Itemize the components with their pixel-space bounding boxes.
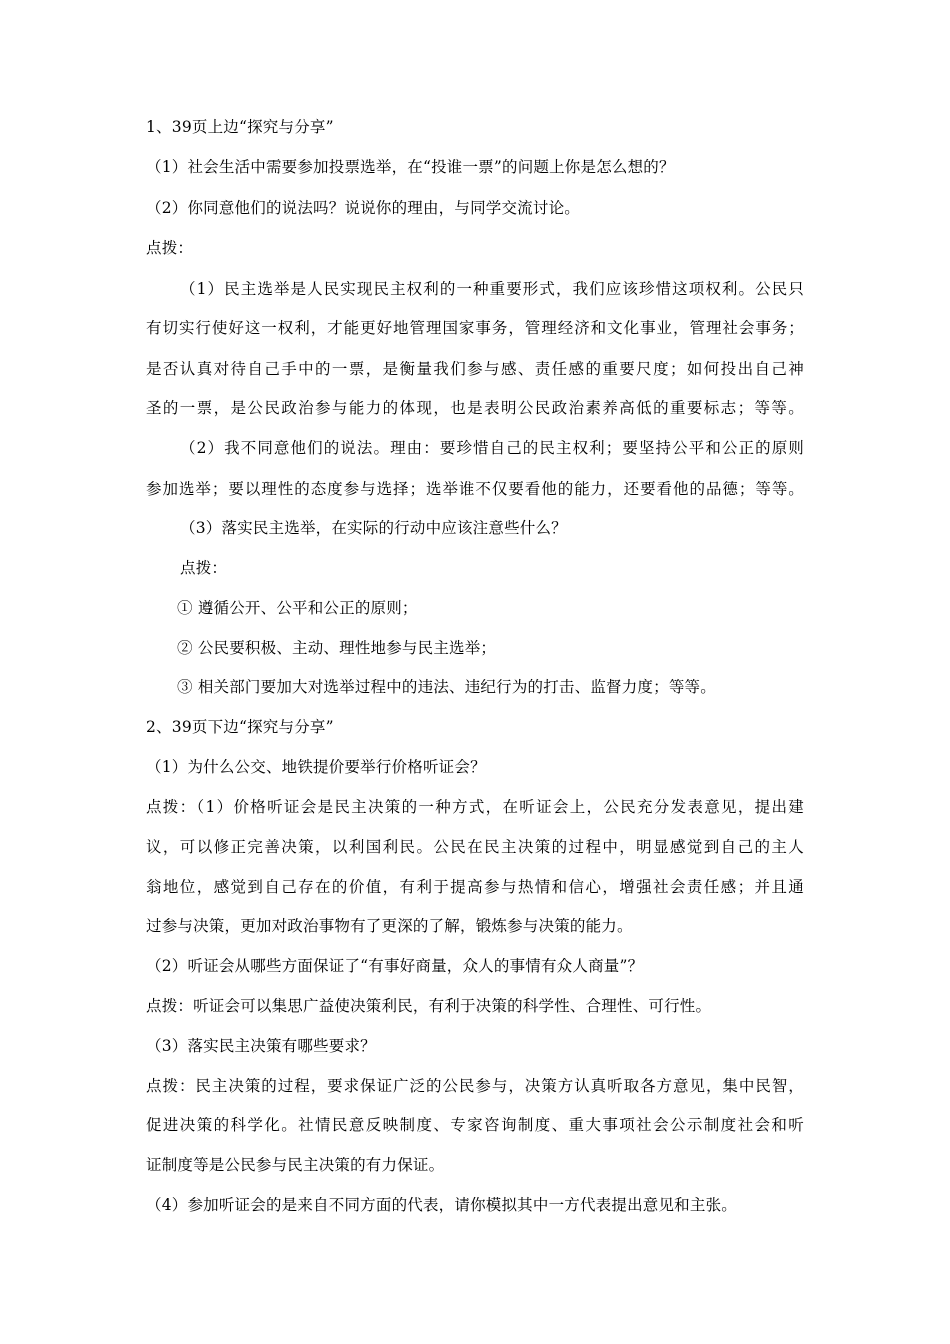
section-1-heading: 1、39页上边“探究与分享”: [146, 118, 334, 136]
section-2-heading: 2、39页下边“探究与分享”: [146, 718, 334, 736]
question-2-4: （4）参加听证会的是来自不同方面的代表，请你模拟其中一方代表提出意见和主张。: [146, 1196, 737, 1214]
question-1-3: （3）落实民主选举，在实际的行动中应该注意些什么？: [180, 519, 567, 537]
hint-2-3-line-2: 促进决策的科学化。社情民意反映制度、专家咨询制度、重大事项社会公示制度社会和听: [146, 1116, 804, 1134]
hint-2-3-line-1: 点拨：民主决策的过程，要求保证广泛的公民参与，决策方认真听取各方意见，集中民智，: [146, 1077, 804, 1095]
hint-label: 点拨：: [146, 239, 194, 257]
answer-1-line-3: 是否认真对待自己手中的一票，是衡量我们参与感、责任感的重要尺度；如何投出自己神: [146, 360, 804, 378]
hint-2-2: 点拨：听证会可以集思广益使决策利民，有利于决策的科学性、合理性、可行性。: [146, 997, 712, 1015]
question-1-1: （1）社会生活中需要参加投票选举，在“投谁一票”的问题上你是怎么想的？: [146, 158, 675, 176]
question-2-2: （2）听证会从哪些方面保证了“有事好商量，众人的事情有众人商量”？: [146, 957, 644, 975]
answer-2-line-1: （2）我不同意他们的说法。理由：要珍惜自己的民主权利；要坚持公平和公正的原则: [180, 439, 804, 457]
answer-1-line-2: 有切实行使好这一权利，才能更好地管理国家事务，管理经济和文化事业，管理社会事务；: [146, 319, 804, 337]
list-item: ② 公民要积极、主动、理性地参与民主选举；: [177, 639, 497, 657]
hint-2-1-line-4: 过参与决策，更加对政治事物有了更深的了解，锻炼参与决策的能力。: [146, 917, 633, 935]
hint-2-1-line-2: 议，可以修正完善决策，以利国利民。公民在民主决策的过程中，明显感觉到自己的主人: [146, 838, 804, 856]
question-1-2: （2）你同意他们的说法吗？说说你的理由，与同学交流讨论。: [146, 199, 580, 217]
hint-2-3-line-3: 证制度等是公民参与民主决策的有力保证。: [146, 1156, 445, 1174]
list-item: ① 遵循公开、公平和公正的原则；: [177, 599, 418, 617]
answer-2-line-2: 参加选举；要以理性的态度参与选择；选举谁不仅要看他的能力，还要看他的品德；等等。: [146, 480, 804, 498]
hint-2-1-line-1: 点拨：（1）价格听证会是民主决策的一种方式，在听证会上，公民充分发表意见，提出建: [146, 798, 804, 816]
hint-2-1-line-3: 翁地位，感觉到自己存在的价值，有利于提高参与热情和信心，增强社会责任感；并且通: [146, 878, 804, 896]
question-2-1: （1）为什么公交、地铁提价要举行价格听证会？: [146, 758, 486, 776]
hint-label: 点拨：: [180, 559, 228, 577]
list-item: ③ 相关部门要加大对选举过程中的违法、违纪行为的打击、监督力度；等等。: [177, 678, 716, 696]
answer-1-line-1: （1）民主选举是人民实现民主权利的一种重要形式，我们应该珍惜这项权利。公民只: [180, 280, 804, 298]
answer-1-line-4: 圣的一票，是公民政治参与能力的体现，也是表明公民政治素养高低的重要标志；等等。: [146, 399, 804, 417]
question-2-3: （3）落实民主决策有哪些要求？: [146, 1037, 376, 1055]
